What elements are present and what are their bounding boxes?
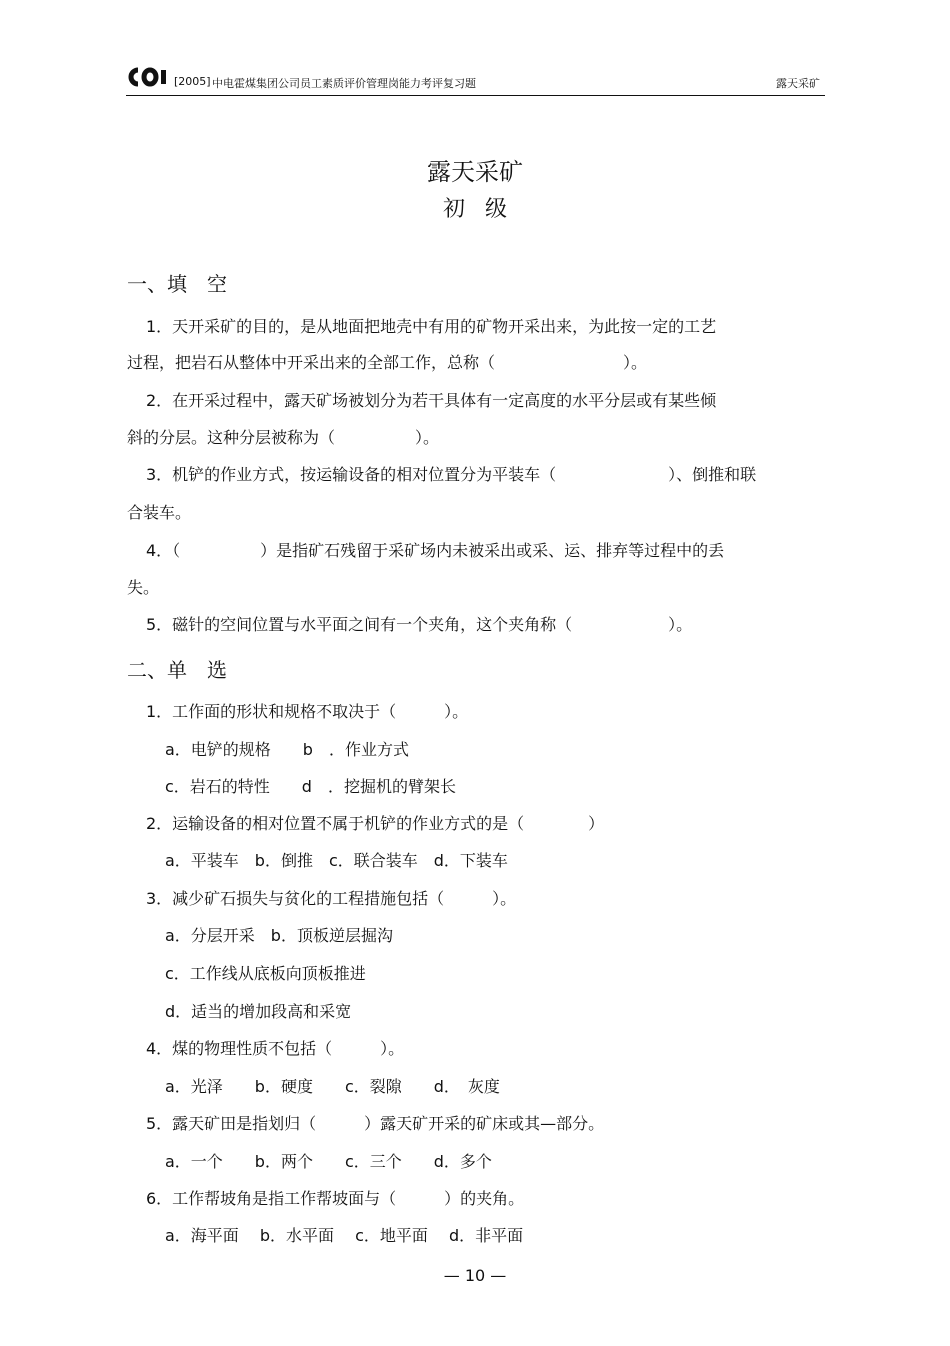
single-q2: 2．运输设备的相对位置不属于机铲的作业方式的是（ ） xyxy=(146,814,605,833)
fill-q4-line1: 4．（ ）是指矿石残留于采矿场内未被采出或采、运、排弃等过程中的丢 xyxy=(146,541,725,560)
single-q5: 5．露天矿田是指划归（ ）露天矿开采的矿床或其—部分。 xyxy=(146,1114,605,1133)
fill-q2-line1: 2．在开采过程中，露天矿场被划分为若干具体有一定高度的水平分层或有某些倾 xyxy=(146,391,717,410)
single-q1: 1．工作面的形状和规格不取决于（ ）。 xyxy=(146,702,469,721)
fill-q5-line1: 5．磁针的空间位置与水平面之间有一个夹角，这个夹角称（ ）。 xyxy=(146,615,693,634)
single-q3: 3．减少矿石损失与贫化的工程措施包括（ ）。 xyxy=(146,889,517,908)
fill-q2-line2: 斜的分层。这种分层被称为（ ）。 xyxy=(127,428,440,447)
fill-q3-line2: 合装车。 xyxy=(127,503,192,522)
fill-q4-line2: 失。 xyxy=(127,578,160,597)
single-q2-options: a．平装车 b．倒推 c．联合装车 d．下装车 xyxy=(165,851,508,870)
company-logo xyxy=(127,66,171,88)
single-q4: 4．煤的物理性质不包括（ ）。 xyxy=(146,1039,405,1058)
single-q6-options: a．海平面 b．水平面 c．地平面 d．非平面 xyxy=(165,1226,524,1245)
single-q1-options-2: c．岩石的特性 d ．挖掘机的臂架长 xyxy=(165,777,456,796)
header-doc-title: 中电霍煤集团公司员工素质评价管理岗能力考评复习题 xyxy=(212,77,476,90)
single-q3-options-2: c．工作线从底板向顶板推进 xyxy=(165,964,366,983)
header-divider xyxy=(126,95,825,96)
section-heading-single: 二、单 选 xyxy=(127,658,227,682)
single-q3-options-1: a．分层开采 b．顶板逆层掘沟 xyxy=(165,926,393,945)
single-q3-options-3: d．适当的增加段高和采宽 xyxy=(165,1002,352,1021)
single-q1-options-1: a．电铲的规格 b ．作业方式 xyxy=(165,740,409,759)
single-q5-options: a．一个 b．两个 c．三个 d．多个 xyxy=(165,1152,492,1171)
section-heading-fill: 一、填 空 xyxy=(127,272,227,296)
page-number: — 10 — xyxy=(443,1266,507,1285)
fill-q1-line2: 过程，把岩石从整体中开采出来的全部工作，总称（ ）。 xyxy=(127,353,648,372)
page-title: 露天采矿 xyxy=(427,158,523,186)
fill-q1-line1: 1．天开采矿的目的，是从地面把地壳中有用的矿物开采出来，为此按一定的工艺 xyxy=(146,317,717,336)
header-section-name: 露天采矿 xyxy=(776,77,820,90)
single-q6: 6．工作帮坡角是指工作帮坡面与（ ）的夹角。 xyxy=(146,1189,525,1208)
fill-q3-line1: 3．机铲的作业方式，按运输设备的相对位置分为平装车（ ）、倒推和联 xyxy=(146,465,757,484)
single-q4-options: a．光泽 b．硬度 c．裂隙 d． 灰度 xyxy=(165,1077,500,1096)
header-year: [2005] xyxy=(174,75,211,88)
page-subtitle: 初级 xyxy=(442,197,527,222)
